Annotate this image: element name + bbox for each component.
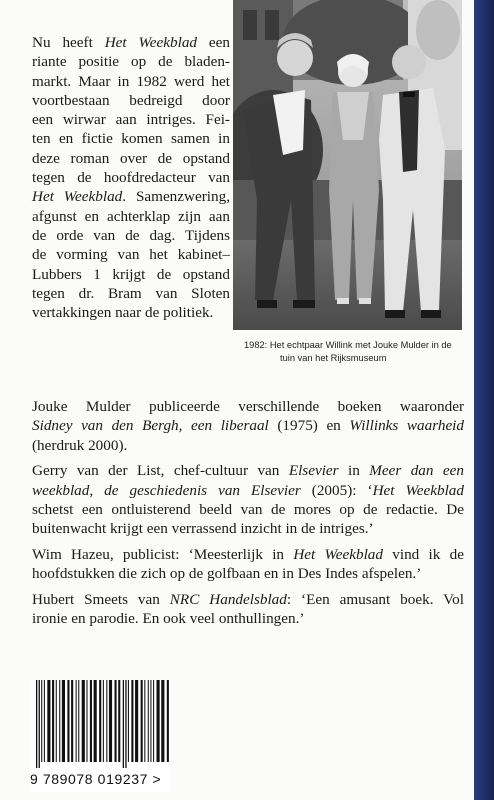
barcode-bar — [144, 680, 145, 762]
barcode-bar — [167, 680, 169, 762]
barcode-bar — [115, 680, 117, 762]
barcode-bar — [36, 680, 37, 768]
text-line — [32, 187, 230, 206]
barcode-bar — [76, 680, 77, 762]
text-line — [32, 72, 230, 91]
review-paragraph — [32, 545, 464, 584]
text-run: hoofdstukken die zich op de golfbaan en in Des Indes afspelen.’ — [32, 565, 422, 583]
italic-title: Elsevier — [288, 462, 339, 480]
text-run: in — [338, 462, 370, 480]
barcode-bar — [67, 680, 69, 762]
text-line — [32, 265, 230, 284]
text-line — [32, 207, 230, 226]
italic-title: Willinks waarheid — [349, 417, 464, 435]
book-spine — [474, 0, 494, 800]
italic-title: Het Weekblad — [372, 481, 464, 499]
text-run: tegen dr. Bram van Sloten — [32, 284, 230, 302]
text-run: afgunst en achterklap zijn aan — [32, 207, 230, 225]
caption-line-1: 1982: Het echtpaar Willink met Jouke Mulder in de — [244, 340, 452, 350]
barcode-bar — [82, 680, 85, 762]
italic-title: Het Weekblad — [293, 545, 383, 563]
barcode-bar — [150, 680, 151, 762]
caption-line-2: tuin van het Rijksmuseum — [280, 353, 387, 363]
photo-image — [233, 0, 462, 332]
text-run: een wirwar aan intriges. Fei- — [32, 111, 230, 129]
review-paragraph — [32, 397, 464, 455]
barcode-bar — [56, 680, 57, 762]
review-paragraph — [32, 590, 464, 629]
text-run: voortbestaan bedreigd door — [32, 91, 230, 109]
text-run: Lubbers 1 krijgt de opstand — [32, 265, 230, 283]
isbn-number: 9 789078 019237 > — [30, 771, 162, 787]
text-run: ten en fictie komen samen in — [32, 130, 230, 148]
text-run: (1975) en — [268, 417, 350, 435]
barcode-bar — [123, 680, 124, 768]
barcode-bar — [141, 680, 143, 762]
photo-caption — [244, 339, 462, 365]
barcode-bar — [71, 680, 73, 762]
text-line — [32, 129, 230, 148]
barcode-bar — [78, 680, 79, 762]
text-run: . Samenzwering, — [122, 188, 230, 206]
barcode-bar — [52, 680, 54, 762]
text-run: vertakkingen naar de politiek. — [32, 304, 214, 322]
text-line — [32, 303, 230, 322]
barcode-bar — [109, 680, 112, 762]
text-run: Wim Hazeu, publicist: ‘Meesterlijk in — [32, 545, 294, 563]
text-run: Jouke Mulder publiceerde verschillende boeken waaronder — [32, 398, 464, 415]
text-line — [32, 609, 464, 628]
author-photo — [233, 0, 462, 332]
text-line — [32, 416, 464, 435]
text-run: Gerry van der List, chef-cultuur van — [32, 462, 289, 480]
barcode-bar — [148, 680, 149, 762]
text-run: (herdruk 2000). — [32, 436, 128, 454]
text-line — [32, 564, 464, 583]
text-line — [32, 52, 230, 71]
text-line — [32, 461, 464, 480]
text-line — [32, 284, 230, 303]
text-line — [32, 91, 230, 110]
barcode-bar — [131, 680, 133, 762]
text-line — [32, 545, 464, 564]
text-run: een — [197, 34, 231, 51]
barcode-bars — [30, 680, 170, 770]
text-line — [32, 110, 230, 129]
barcode-bar — [161, 680, 164, 762]
text-run: : ‘Een amusant boek. Vol — [286, 590, 464, 608]
barcode-bar — [59, 680, 60, 762]
text-line — [32, 590, 464, 609]
text-run: markt. Maar in 1982 werd het — [32, 72, 230, 90]
text-run: (2005): ‘ — [300, 481, 373, 499]
barcode-bar — [153, 680, 154, 762]
text-run: de orde van de dag. Tijdens — [32, 226, 230, 244]
text-line — [32, 500, 464, 519]
text-line — [32, 519, 464, 538]
text-line — [32, 149, 230, 168]
text-line — [32, 245, 230, 264]
barcode-bar — [94, 680, 97, 762]
italic-title: Meer dan een — [369, 462, 464, 480]
italic-title: Sidney van den Bergh, een liberaal — [32, 417, 269, 435]
reviews-section — [32, 397, 464, 634]
intro-blurb — [32, 33, 230, 322]
barcode-bar — [128, 680, 129, 762]
text-run: schetst een ontluisterend beeld van de mores op de redactie. De — [32, 501, 464, 519]
barcode-bar — [135, 680, 138, 762]
text-run: Hubert Smeets van — [32, 590, 170, 608]
isbn-barcode — [30, 680, 170, 792]
barcode-bar — [125, 680, 126, 768]
text-line — [32, 226, 230, 245]
text-line — [32, 33, 230, 52]
barcode-bar — [90, 680, 92, 762]
text-run: buitenwacht krijgt een verrassend inzicht in de intriges.’ — [32, 520, 374, 538]
barcode-bar — [99, 680, 101, 762]
italic-title: NRC Handelsblad — [169, 590, 287, 608]
barcode-bar — [106, 680, 107, 762]
text-line — [32, 481, 464, 500]
text-run: riante positie op de bladen- — [32, 53, 230, 71]
text-line — [32, 397, 464, 416]
text-line — [32, 168, 230, 187]
text-run: deze roman over de opstand — [32, 149, 230, 167]
barcode-bar — [44, 680, 45, 762]
text-run: vind ik de — [383, 545, 464, 563]
text-run: de vorming van het kabinet– — [32, 246, 230, 264]
italic-title: Het Weekblad — [104, 34, 198, 51]
barcode-bar — [47, 680, 50, 762]
text-run: Nu heeft — [32, 34, 105, 51]
barcode-bar — [39, 680, 40, 768]
barcode-bar — [86, 680, 87, 762]
italic-title: weekblad, de geschiedenis van Elsevier — [32, 481, 301, 499]
barcode-bar — [62, 680, 65, 762]
barcode-bar — [118, 680, 120, 762]
barcode-bar — [157, 680, 160, 762]
text-run: ironie en parodie. En ook veel onthullingen.’ — [32, 610, 305, 628]
text-line — [32, 436, 464, 455]
italic-title: Het Weekblad — [32, 188, 123, 206]
review-paragraph — [32, 461, 464, 539]
barcode-bar — [103, 680, 104, 762]
barcode-bar — [41, 680, 42, 762]
text-run: tegen de hoofdredacteur van — [32, 169, 230, 187]
